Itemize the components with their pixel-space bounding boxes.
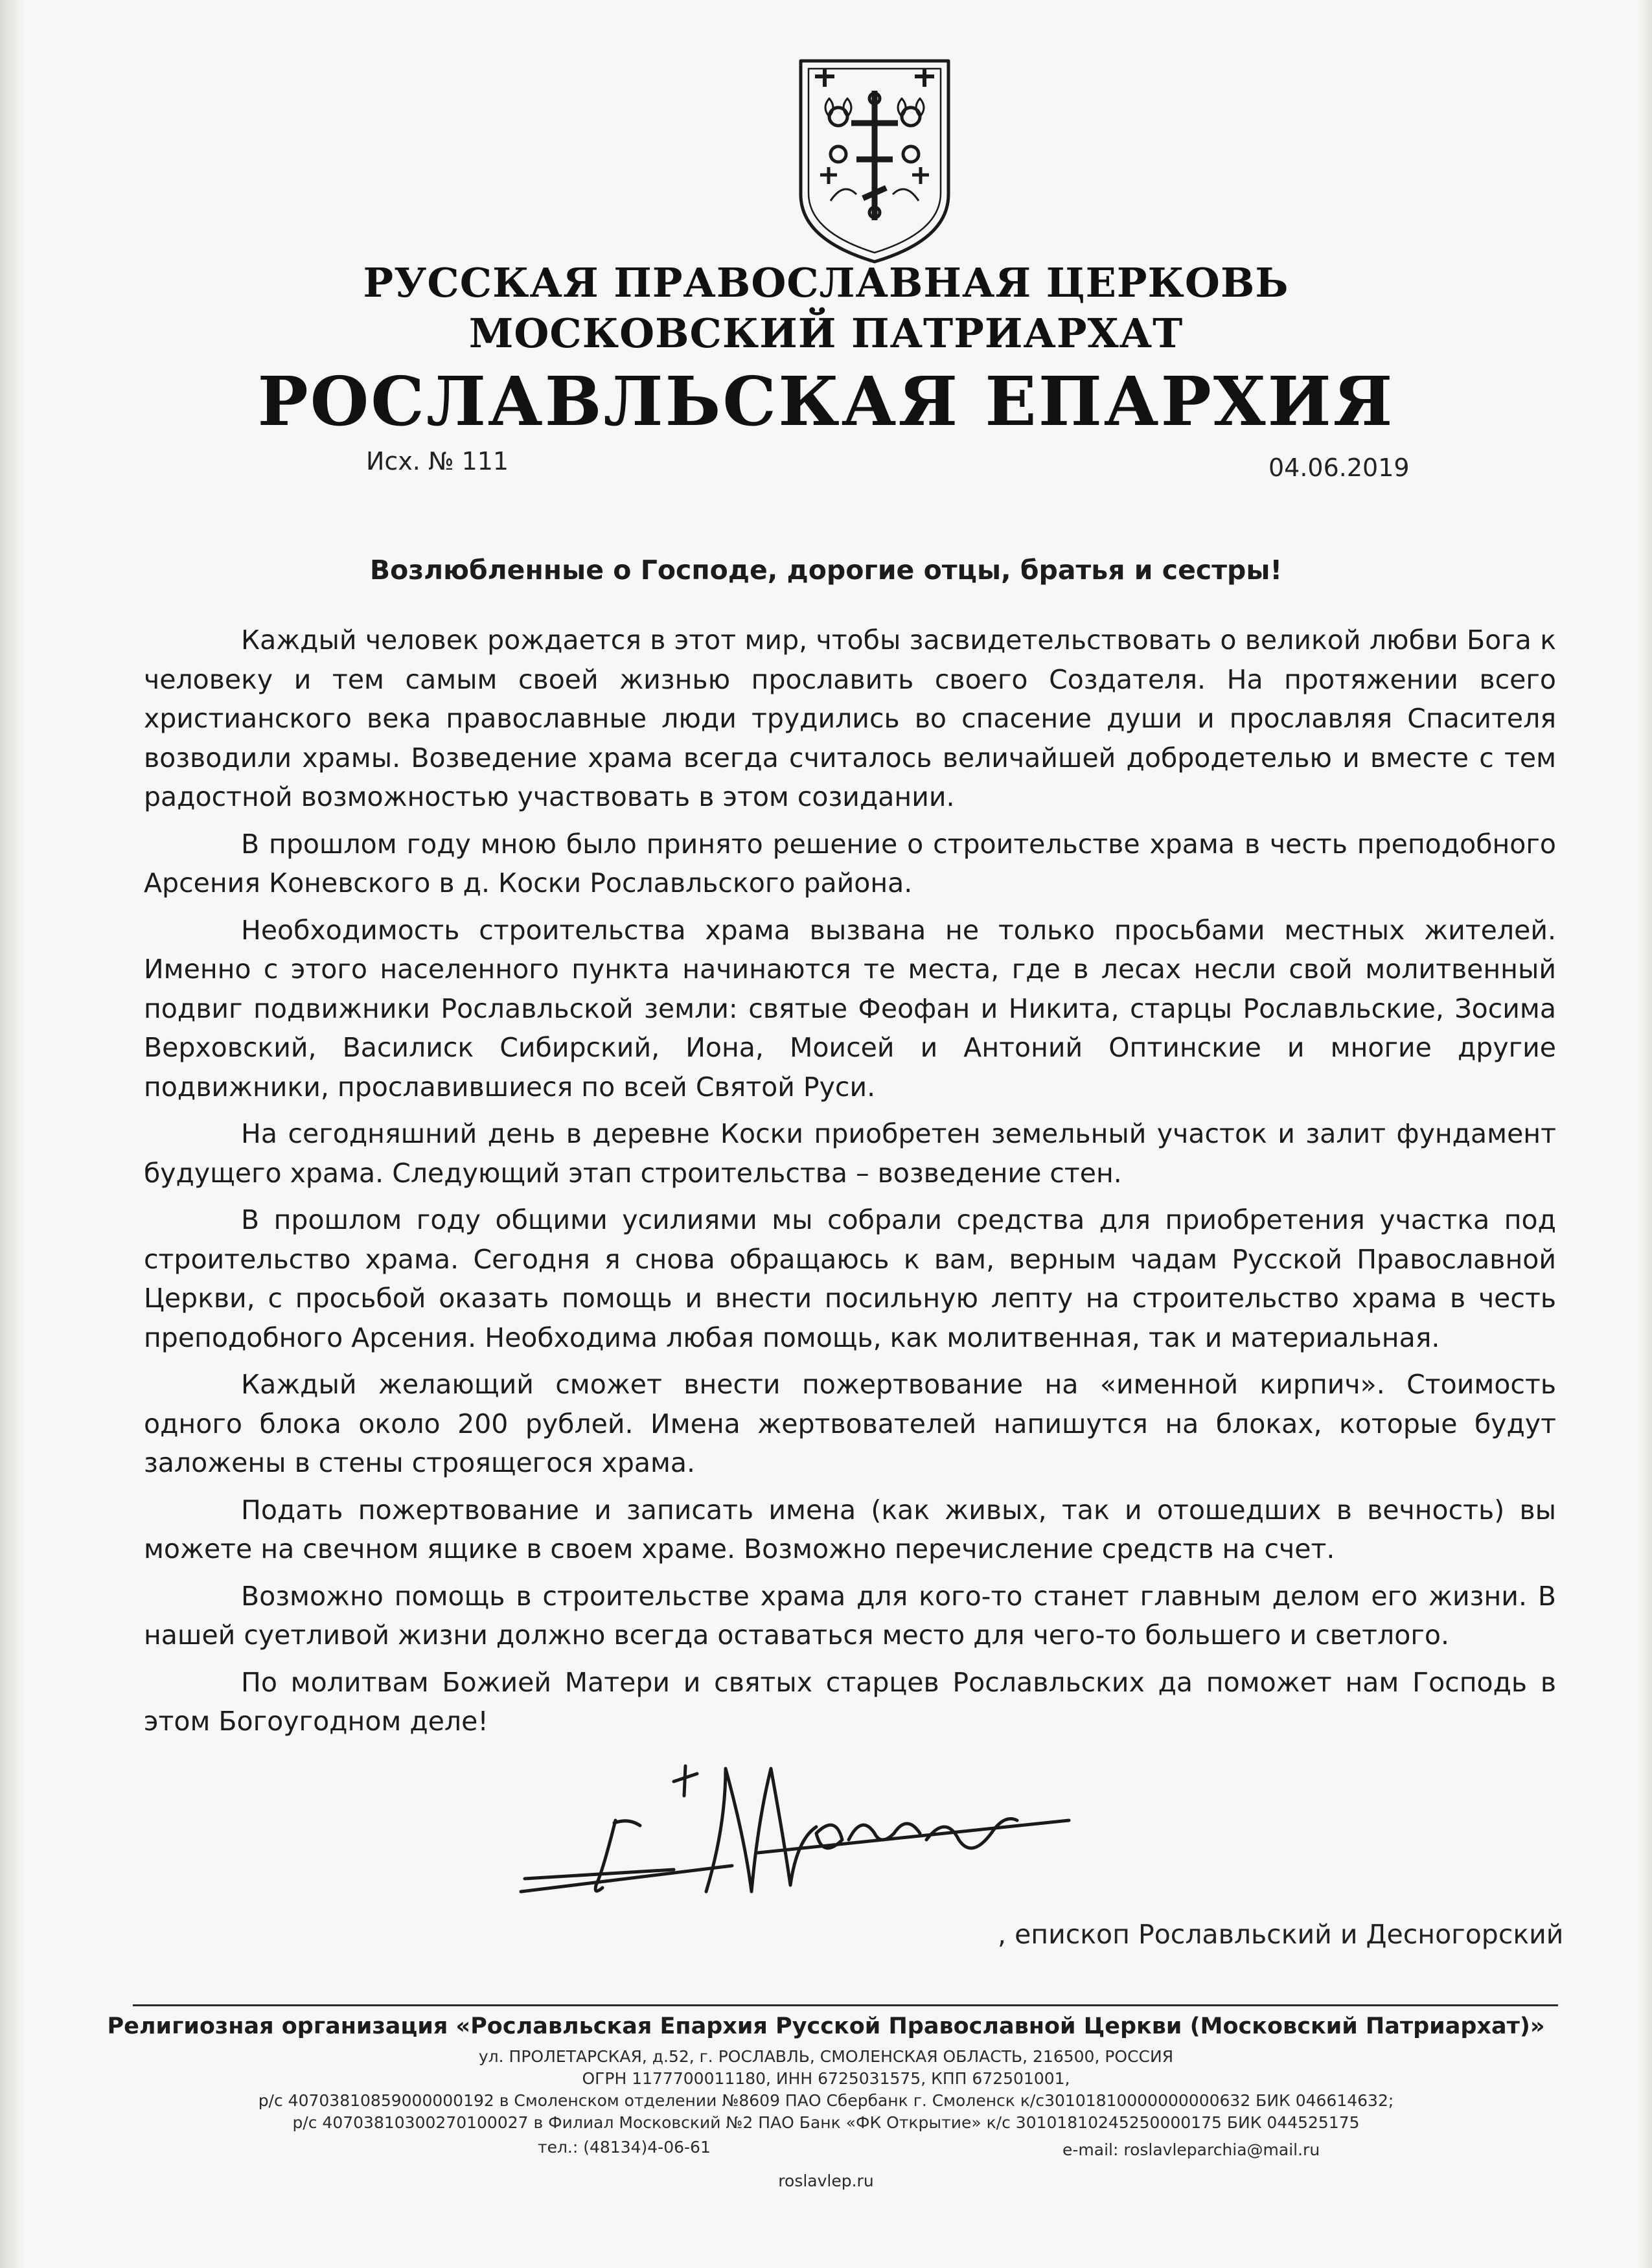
paragraph: В прошлом году общими усилиями мы собрали средства для приобретения участка под строительство храма. Сегодня я снова обращаюсь к вам, верным чадам Русской Православной Церкви, с просьбой оказать помощь и внести посильную лепту на строительство храма в честь преподобного Арсения. Необходима любая помощь, как молитвенная, так и материальная.: [144, 1204, 1556, 1353]
church-name: РУССКАЯ ПРАВОСЛАВНАЯ ЦЕРКОВЬ: [363, 259, 1289, 306]
patriarchate-name: МОСКОВСКИЙ ПАТРИАРХАТ: [468, 310, 1184, 357]
paragraph: Возможно помощь в строительстве храма для кого-то станет главным делом его жизни. В нашей суетливой жизни должно всегда оставаться место для чего-то большего и светлого.: [144, 1580, 1556, 1651]
diocese-emblem-icon: [792, 45, 958, 266]
paragraph: Каждый человек рождается в этот мир, чтобы засвидетельствовать о великой любви Бога к человеку и тем самым своей жизнью прославить своего Создателя. На протяжении всего христианского века православные люди трудились во спасение души и прославляя Спасителя возводили храмы. Возведение храма всегда считалось величайшей добродетелью и вместе с тем радостной возможностью участвовать в этом созидании.: [144, 624, 1556, 812]
paragraph: На сегодняшний день в деревне Коски приобретен земельный участок и залит фундамент будущего храма. Следующий этап строительства – возведение стен.: [144, 1118, 1556, 1189]
footer-organization: Религиозная организация «Рославльская Епархия Русской Православной Церкви (Московский Патриархат)»: [107, 2013, 1545, 2039]
footer-bank-account-1: р/с 40703810859000000192 в Смоленском отделении №8609 ПАО Сбербанк г. Смоленск к/с30101810000000000632 БИК 046614632;: [258, 2091, 1394, 2110]
footer-phone: тел.: (48134)4-06-61: [538, 2138, 711, 2157]
letter-body: [144, 621, 1556, 1749]
paragraph: Подать пожертвование и записать имена (как живых, так и отошедших в вечность) вы можете на свечном ящике в своем храме. Возможно перечисление средств на счет.: [144, 1494, 1556, 1564]
footer-bank-account-2: р/с 40703810300270100027 в Филиал Московский №2 ПАО Банк «ФК Открытие» к/с 30101810245250000175 БИК 044525175: [292, 2113, 1360, 2132]
outgoing-number: Исх. № 111: [366, 447, 509, 475]
paragraph: Каждый желающий сможет внести пожертвование на «именной кирпич». Стоимость одного блока около 200 рублей. Имена жертвователей напишутся на блоках, которые будут заложены в стены строящегося храма.: [144, 1369, 1556, 1478]
handwritten-signature: [512, 1743, 1082, 1911]
paragraph: В прошлом году мною было принято решение о строительстве храма в честь преподобного Арсения Коневского в д. Коски Рославльского района.: [144, 828, 1556, 899]
footer-divider: [133, 2004, 1558, 2006]
paragraph: Необходимость строительства храма вызвана не только просьбами местных жителей. Именно с этого населенного пункта начинаются те места, где в лесах несли свой молитвенный подвиг подвижники Рославльской земли: святые Феофан и Никита, старцы Рославльские, Зосима Верховский, Василиск Сибирский, Иона, Моисей и Антоний Оптинские и многие другие подвижники, прославившиеся по всей Святой Руси.: [144, 914, 1556, 1103]
paragraph: По молитвам Божией Матери и святых старцев Рославльских да поможет нам Господь в этом Богоугодном деле!: [144, 1666, 1556, 1737]
document-date: 04.06.2019: [1268, 453, 1410, 482]
footer-address: ул. ПРОЛЕТАРСКАЯ, д.52, г. РОСЛАВЛЬ, СМОЛЕНСКАЯ ОБЛАСТЬ, 216500, РОССИЯ: [478, 2047, 1174, 2066]
salutation: Возлюбленные о Господе, дорогие отцы, братья и сестры!: [369, 555, 1283, 586]
footer-registration: ОГРН 1177700011180, ИНН 6725031575, КПП 672501001,: [582, 2069, 1070, 2088]
footer-website: roslavlep.ru: [778, 2171, 874, 2190]
footer-email: e-mail: roslavleparchia@mail.ru: [1062, 2140, 1320, 2159]
signatory-title: , епископ Рославльский и Десногорский: [998, 1919, 1564, 1950]
diocese-name: РОСЛАВЛЬСКАЯ ЕПАРХИЯ: [257, 361, 1395, 441]
